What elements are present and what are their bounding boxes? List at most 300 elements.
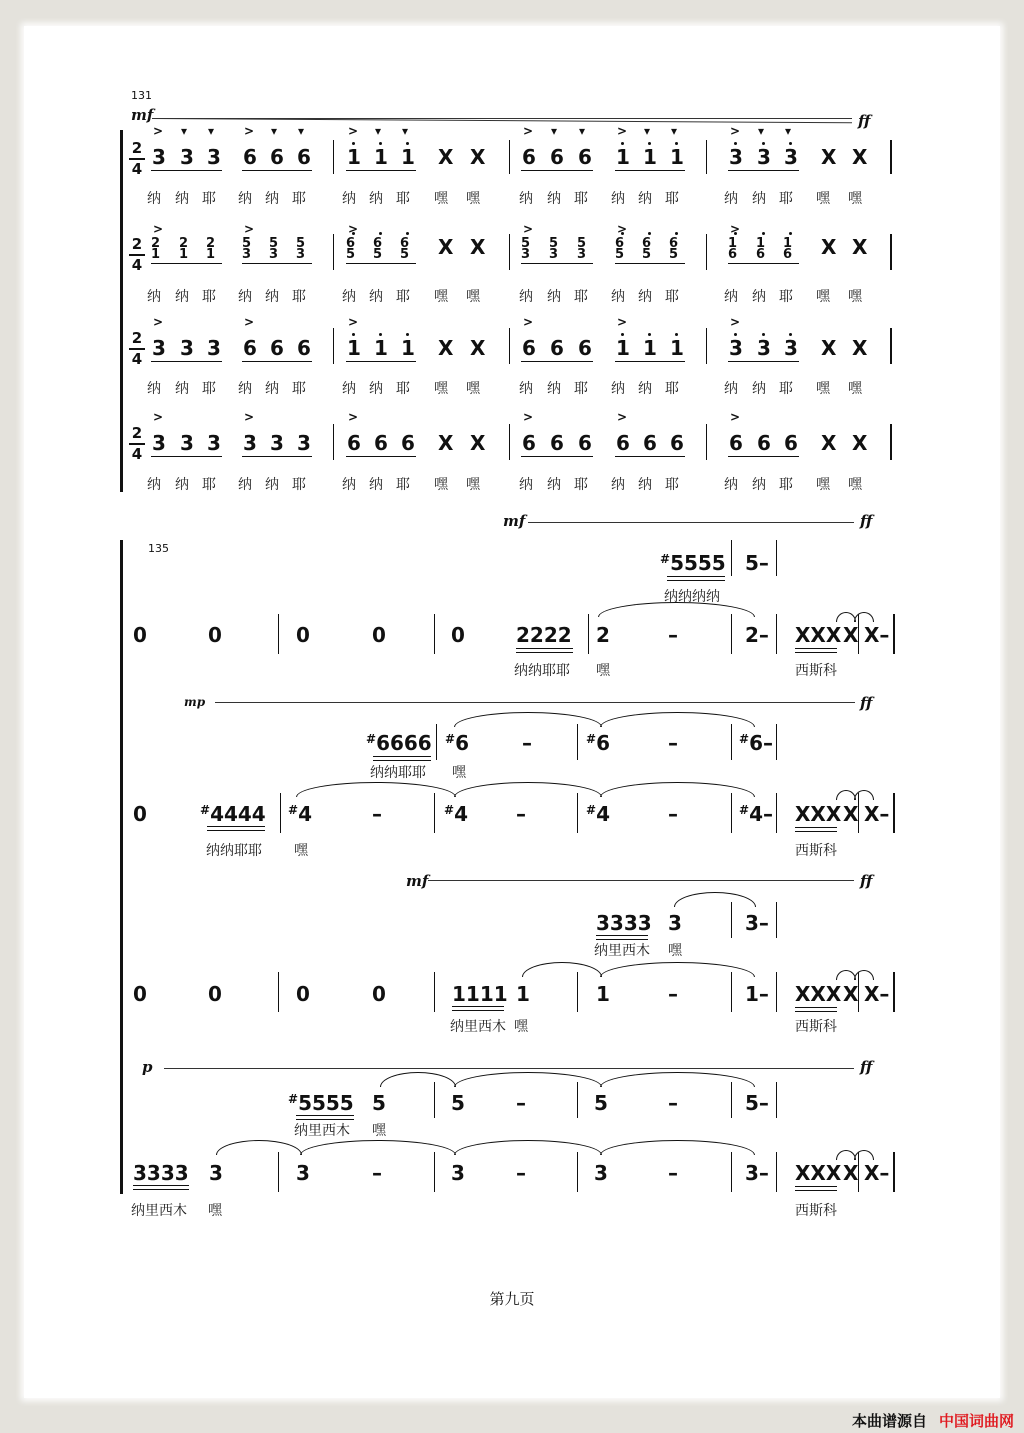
beam <box>516 648 573 649</box>
x-held: X– <box>864 982 890 1006</box>
lyric: 纳 <box>547 191 561 207</box>
beam <box>207 826 265 827</box>
lyric: 纳里西木 <box>450 1019 506 1035</box>
sharp-note-4: #4 <box>444 802 468 826</box>
x-note: X <box>821 431 837 455</box>
chord-1-6: 1 6 <box>756 236 766 262</box>
chord-2-1: 2 1 <box>151 236 161 262</box>
lyric: 耶 <box>779 289 793 305</box>
barline <box>434 614 435 654</box>
group-2222: 2222 <box>516 623 572 647</box>
lyric: 耶 <box>665 289 679 305</box>
chord-5-3: 5 3 <box>549 236 559 262</box>
lyric: 纳 <box>611 477 625 493</box>
rest: 0 <box>372 982 386 1006</box>
octave-dot <box>789 142 792 145</box>
octave-dot <box>621 333 624 336</box>
dash: – <box>522 731 532 755</box>
dash: – <box>372 802 382 826</box>
note-3: 3 <box>594 1161 608 1185</box>
lyric: 纳 <box>724 477 738 493</box>
octave-dot <box>406 232 409 235</box>
beam <box>795 827 837 828</box>
group-3333: 3333 <box>596 911 652 935</box>
accent-mark: > <box>617 124 628 138</box>
rest: 0 <box>133 802 147 826</box>
note-2-held: 2– <box>745 623 769 647</box>
barline <box>509 140 510 174</box>
beam <box>452 1010 504 1011</box>
sharp-note-4-held: #4– <box>739 802 773 826</box>
note-6: 6 <box>243 145 257 169</box>
final-barline <box>893 793 895 833</box>
lyric: 耶 <box>396 477 410 493</box>
octave-dot <box>379 142 382 145</box>
barline <box>577 724 578 760</box>
lyric: 嘿 <box>848 477 862 493</box>
accent-mark: > <box>617 315 628 329</box>
barline <box>731 902 732 938</box>
lyric: 纳 <box>238 289 252 305</box>
note-6: 6 <box>578 336 592 360</box>
lyric: 嘿 <box>372 1123 386 1139</box>
note-6: 6 <box>522 336 536 360</box>
chord-6-5: 6 5 <box>400 236 410 262</box>
lyric: 耶 <box>665 381 679 397</box>
lyric: 嘿 <box>668 943 682 959</box>
octave-dot <box>352 333 355 336</box>
note-5: 5 <box>594 1091 608 1115</box>
note-3: 3 <box>729 336 743 360</box>
accent-mark: > <box>244 315 255 329</box>
x-note: X <box>852 431 868 455</box>
lyric: 纳 <box>175 289 189 305</box>
lyric: 西斯科 <box>795 1019 837 1035</box>
lyric: 纳 <box>519 381 533 397</box>
note-3-held: 3– <box>745 1161 769 1185</box>
beam <box>795 1190 837 1191</box>
beam <box>346 263 416 264</box>
lyric: 纳 <box>724 381 738 397</box>
note-1: 1 <box>347 336 361 360</box>
lyric: 纳 <box>611 381 625 397</box>
barline <box>731 1152 732 1192</box>
beam <box>346 456 416 457</box>
accent-mark: > <box>153 222 164 236</box>
page-footer: 第九页 <box>489 1290 535 1308</box>
lyric: 纳 <box>369 289 383 305</box>
note-6: 6 <box>297 336 311 360</box>
accent-mark: > <box>617 222 628 236</box>
final-barline <box>890 140 892 174</box>
note-6: 6 <box>374 431 388 455</box>
x-note: X <box>470 235 486 259</box>
lyric: 纳 <box>752 477 766 493</box>
note-6: 6 <box>522 431 536 455</box>
note-6: 6 <box>643 431 657 455</box>
chord-1-6: 1 6 <box>783 236 793 262</box>
barline <box>706 234 707 270</box>
accent-mark: > <box>523 222 534 236</box>
measure-number-135: 135 <box>148 542 169 555</box>
beam <box>207 830 265 831</box>
staccato-mark: ▾ <box>208 124 215 138</box>
lyric: 耶 <box>779 477 793 493</box>
lyric: 耶 <box>292 477 306 493</box>
lyric: 纳 <box>611 289 625 305</box>
note-3: 3 <box>152 336 166 360</box>
chord-2-1: 2 1 <box>179 236 189 262</box>
barline <box>278 972 279 1012</box>
x-note: X <box>438 235 454 259</box>
note-6: 6 <box>616 431 630 455</box>
chord-2-1: 2 1 <box>206 236 216 262</box>
barline <box>776 902 777 938</box>
note-1: 1 <box>643 145 657 169</box>
rest: 0 <box>133 623 147 647</box>
lyric: 纳里西木 <box>131 1203 187 1219</box>
barline <box>731 540 732 576</box>
beam <box>521 170 593 171</box>
accent-mark: > <box>523 315 534 329</box>
dynamic-ff: ff <box>860 872 873 890</box>
final-barline <box>893 972 895 1012</box>
lyric: 西斯科 <box>795 843 837 859</box>
beam <box>795 1007 837 1008</box>
octave-dot <box>734 142 737 145</box>
note-1: 1 <box>374 336 388 360</box>
lyric: 嘿 <box>848 381 862 397</box>
accent-mark: > <box>244 222 255 236</box>
octave-dot <box>406 142 409 145</box>
sharp-note-4: #4 <box>288 802 312 826</box>
lyric: 纳 <box>638 191 652 207</box>
time-signature-part4: 2 4 <box>128 425 146 463</box>
barline <box>509 234 510 270</box>
lyric: 纳纳耶耶 <box>206 843 262 859</box>
rest: 0 <box>451 623 465 647</box>
dash: – <box>668 982 678 1006</box>
note-3: 3 <box>243 431 257 455</box>
x-note: X <box>470 145 486 169</box>
beam <box>151 361 222 362</box>
barline <box>731 972 732 1012</box>
x-note: X <box>470 336 486 360</box>
staccato-mark: ▾ <box>271 124 278 138</box>
x-group: XXX <box>795 802 842 826</box>
octave-dot <box>762 142 765 145</box>
staccato-mark: ▾ <box>181 124 188 138</box>
x-note: X <box>843 1161 859 1185</box>
lyric: 纳 <box>724 289 738 305</box>
octave-dot <box>675 232 678 235</box>
note-6: 6 <box>670 431 684 455</box>
beam <box>795 1011 837 1012</box>
crescendo-hairpin <box>528 522 854 523</box>
lyric: 嘿 <box>848 191 862 207</box>
note-1: 1 <box>616 145 630 169</box>
lyric: 耶 <box>292 289 306 305</box>
staccato-mark: ▾ <box>671 124 678 138</box>
rest: 0 <box>208 623 222 647</box>
barline <box>776 614 777 654</box>
barline <box>731 793 732 833</box>
barline <box>858 1152 859 1192</box>
time-signature-part2: 2 4 <box>128 236 146 274</box>
lyric: 耶 <box>202 477 216 493</box>
sharp-note-4: #4 <box>586 802 610 826</box>
lyric: 纳 <box>369 381 383 397</box>
rest: 0 <box>296 982 310 1006</box>
lyric: 纳纳耶耶 <box>514 663 570 679</box>
lyric: 耶 <box>396 191 410 207</box>
barline <box>776 972 777 1012</box>
beam <box>615 263 685 264</box>
lyric: 纳 <box>147 477 161 493</box>
octave-dot <box>762 333 765 336</box>
lyric: 纳 <box>175 191 189 207</box>
note-3: 3 <box>297 431 311 455</box>
octave-dot <box>789 232 792 235</box>
x-note: X <box>821 336 837 360</box>
lyric: 纳 <box>369 191 383 207</box>
beam <box>133 1189 189 1190</box>
lyric: 耶 <box>396 381 410 397</box>
lyric: 嘿 <box>434 381 448 397</box>
barline <box>706 424 707 460</box>
note-6: 6 <box>550 431 564 455</box>
staccato-mark: ▾ <box>298 124 305 138</box>
final-barline <box>893 614 895 654</box>
x-note: X <box>438 145 454 169</box>
lyric: 纳 <box>724 191 738 207</box>
note-3: 3 <box>180 336 194 360</box>
lyric: 嘿 <box>466 477 480 493</box>
staccato-mark: ▾ <box>579 124 586 138</box>
rest: 0 <box>133 982 147 1006</box>
note-3: 3 <box>207 431 221 455</box>
sharp-note-6-held: #6– <box>739 731 773 755</box>
dash: – <box>668 1161 678 1185</box>
dash: – <box>372 1161 382 1185</box>
final-barline <box>890 234 892 270</box>
staccato-mark: ▾ <box>644 124 651 138</box>
beam <box>516 652 573 653</box>
lyric: 耶 <box>574 477 588 493</box>
barline <box>577 793 578 833</box>
rest: 0 <box>208 982 222 1006</box>
barline <box>333 140 334 174</box>
lyric: 纳 <box>547 289 561 305</box>
note-5: 5 <box>451 1091 465 1115</box>
rest: 0 <box>296 623 310 647</box>
lyric: 纳 <box>147 289 161 305</box>
barline <box>776 793 777 833</box>
lyric: 嘿 <box>466 289 480 305</box>
lyric: 嘿 <box>434 477 448 493</box>
note-5-held: 5– <box>745 551 769 575</box>
note-6: 6 <box>401 431 415 455</box>
lyric: 耶 <box>202 289 216 305</box>
accent-mark: > <box>730 124 741 138</box>
chord-6-5: 6 5 <box>669 236 679 262</box>
lyric: 纳 <box>611 191 625 207</box>
chord-5-3: 5 3 <box>269 236 279 262</box>
beam <box>795 831 837 832</box>
lyric: 纳 <box>752 289 766 305</box>
lyric: 嘿 <box>452 765 466 781</box>
lyric: 纳 <box>342 191 356 207</box>
barline <box>731 614 732 654</box>
beam <box>728 361 799 362</box>
beam <box>151 456 222 457</box>
lyric: 耶 <box>574 381 588 397</box>
octave-dot <box>379 232 382 235</box>
accent-mark: > <box>617 410 628 424</box>
beam <box>133 1185 189 1186</box>
lyric: 耶 <box>574 289 588 305</box>
barline <box>333 328 334 364</box>
staccato-mark: ▾ <box>758 124 765 138</box>
note-3: 3 <box>180 145 194 169</box>
note-3: 3 <box>180 431 194 455</box>
beam <box>615 456 685 457</box>
x-note: X <box>843 802 859 826</box>
staccato-mark: ▾ <box>402 124 409 138</box>
crescendo-hairpin <box>215 702 855 703</box>
lyric: 纳 <box>752 381 766 397</box>
lyric: 纳 <box>147 191 161 207</box>
sharp-group-6666: #6666 <box>366 731 432 755</box>
barline <box>434 793 435 833</box>
lyric: 嘿 <box>434 289 448 305</box>
note-6: 6 <box>243 336 257 360</box>
time-signature-part3: 2 4 <box>128 330 146 368</box>
x-held: X– <box>864 802 890 826</box>
final-barline <box>890 424 892 460</box>
dynamic-ff: ff <box>860 1058 873 1076</box>
chord-6-5: 6 5 <box>346 236 356 262</box>
lyric: 嘿 <box>294 843 308 859</box>
lyric: 耶 <box>396 289 410 305</box>
beam <box>521 456 593 457</box>
barline <box>588 614 589 654</box>
lyric: 西斯科 <box>795 1203 837 1219</box>
beam <box>615 170 685 171</box>
note-6: 6 <box>270 145 284 169</box>
octave-dot <box>648 142 651 145</box>
accent-mark: > <box>244 410 255 424</box>
octave-dot <box>406 333 409 336</box>
chord-1-6: 1 6 <box>728 236 738 262</box>
lyric: 嘿 <box>514 1019 528 1035</box>
octave-dot <box>352 142 355 145</box>
note-5-held: 5– <box>745 1091 769 1115</box>
system-bracket-1 <box>120 130 123 492</box>
rest: 0 <box>372 623 386 647</box>
dynamic-mf-start: mf <box>131 106 154 124</box>
lyric: 纳 <box>638 477 652 493</box>
barline <box>776 1082 777 1118</box>
octave-dot <box>648 232 651 235</box>
lyric: 嘿 <box>816 477 830 493</box>
measure-number-131: 131 <box>131 89 152 102</box>
octave-dot <box>379 333 382 336</box>
dash: – <box>668 623 678 647</box>
lyric: 纳里西木 <box>294 1123 350 1139</box>
lyric: 纳 <box>547 477 561 493</box>
accent-mark: > <box>730 222 741 236</box>
lyric: 纳 <box>175 477 189 493</box>
x-note: X <box>843 623 859 647</box>
barline <box>333 234 334 270</box>
barline <box>577 972 578 1012</box>
accent-mark: > <box>348 222 359 236</box>
barline <box>776 540 777 576</box>
note-3: 3 <box>152 145 166 169</box>
note-1: 1 <box>401 145 415 169</box>
note-1: 1 <box>596 982 610 1006</box>
sharp-group-4444: #4444 <box>200 802 266 826</box>
lyric: 嘿 <box>466 381 480 397</box>
dash: – <box>668 802 678 826</box>
beam <box>373 760 431 761</box>
note-6: 6 <box>757 431 771 455</box>
lyric: 耶 <box>574 191 588 207</box>
note-6: 6 <box>578 145 592 169</box>
beam <box>795 1186 837 1187</box>
barline <box>858 614 859 654</box>
lyric: 纳 <box>638 289 652 305</box>
note-3: 3 <box>451 1161 465 1185</box>
note-6: 6 <box>522 145 536 169</box>
dash: – <box>516 1091 526 1115</box>
note-3: 3 <box>152 431 166 455</box>
barline <box>509 328 510 364</box>
beam <box>373 756 431 757</box>
beam <box>521 263 593 264</box>
beam <box>728 263 799 264</box>
note-3-held: 3– <box>745 911 769 935</box>
accent-mark: > <box>244 124 255 138</box>
lyric: 嘿 <box>596 663 610 679</box>
lyric: 纳 <box>265 477 279 493</box>
lyric: 嘿 <box>434 191 448 207</box>
beam <box>242 361 312 362</box>
lyric: 纳 <box>175 381 189 397</box>
barline <box>706 140 707 174</box>
note-1-held: 1– <box>745 982 769 1006</box>
chord-6-5: 6 5 <box>642 236 652 262</box>
barline <box>858 972 859 1012</box>
accent-mark: > <box>348 410 359 424</box>
x-held: X– <box>864 1161 890 1185</box>
lyric: 耶 <box>665 191 679 207</box>
note-6: 6 <box>550 145 564 169</box>
sharp-group-5555: #5555 <box>660 551 726 575</box>
lyric: 纳 <box>147 381 161 397</box>
lyric: 纳 <box>638 381 652 397</box>
beam <box>151 170 222 171</box>
octave-dot <box>789 333 792 336</box>
lyric: 嘿 <box>816 289 830 305</box>
time-signature-part1: 2 4 <box>128 140 146 178</box>
accent-mark: > <box>523 124 534 138</box>
octave-dot <box>648 333 651 336</box>
beam <box>452 1006 504 1007</box>
accent-mark: > <box>153 315 164 329</box>
lyric: 纳 <box>519 191 533 207</box>
